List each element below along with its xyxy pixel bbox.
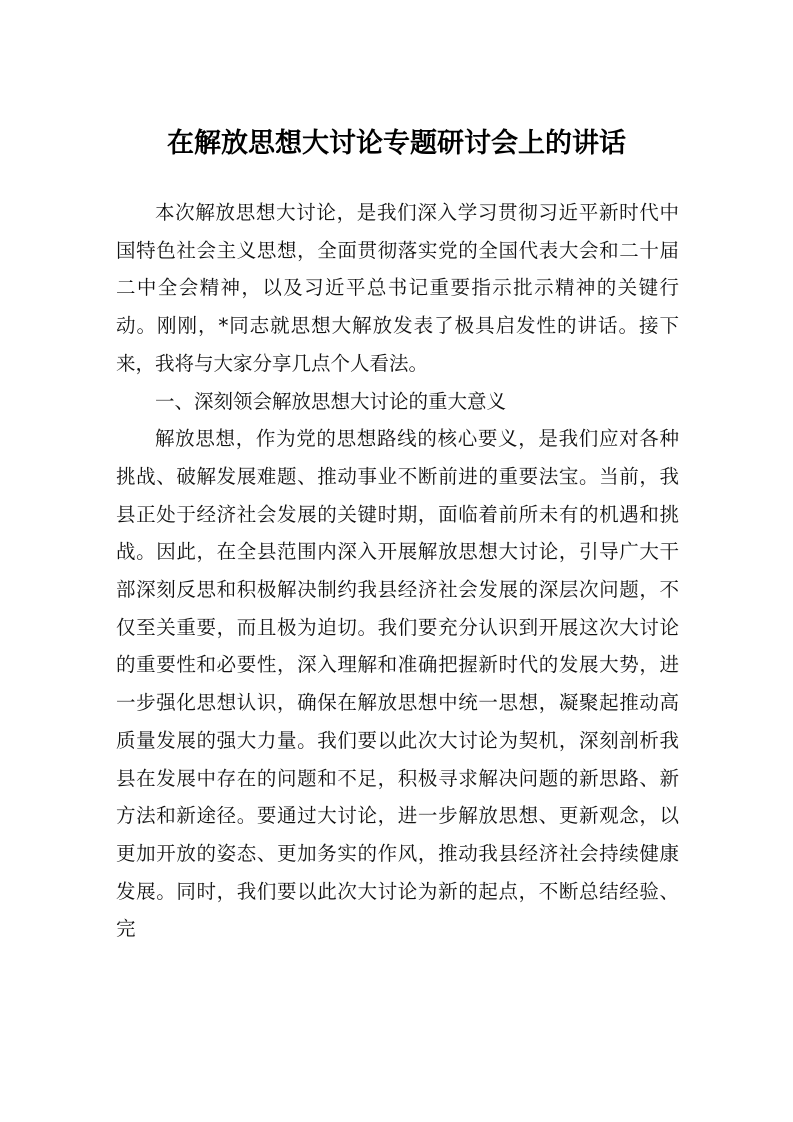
section-heading: 一、深刻领会解放思想大讨论的重大意义 — [155, 389, 507, 413]
document-title: 在解放思想大讨论专题研讨会上的讲话 — [167, 128, 626, 159]
document-body — [116, 194, 679, 948]
paragraph-intro: 本次解放思想大讨论，是我们深入学习贯彻习近平新时代中国特色社会主义思想，全面贯彻落实党的全国代表大会和二十届二中全会精神，以及习近平总书记重要指示批示精神的关键行动。刚刚，*同志就思想大解放发表了极具启发性的讲话。接下来，我将与大家分享几点个人看法。 — [116, 201, 679, 375]
paragraph-section-one: 解放思想，作为党的思想路线的核心要义，是我们应对各种挑战、破解发展难题、推动事业不断前进的重要法宝。当前，我县正处于经济社会发展的关键时期，面临着前所未有的机遇和挑战。因此，在全县范围内深入开展解放思想大讨论，引导广大干部深刻反思和积极解决制约我县经济社会发展的深层次问题，不仅至关重要，而且极为迫切。我们要充分认识到开展这次大讨论的重要性和必要性，深入理解和准确把握新时代的发展大势，进一步强化思想认识，确保在解放思想中统一思想，凝聚起推动高质量发展的强大力量。我们要以此次大讨论为契机，深刻剖析我县在发展中存在的问题和不足，积极寻求解决问题的新思路、新方法和新途径。要通过大讨论，进一步解放思想、更新观念，以更加开放的姿态、更加务实的作风，推动我县经济社会持续健康发展。同时，我们要以此次大讨论为新的起点，不断总结经验、完 — [116, 427, 679, 941]
